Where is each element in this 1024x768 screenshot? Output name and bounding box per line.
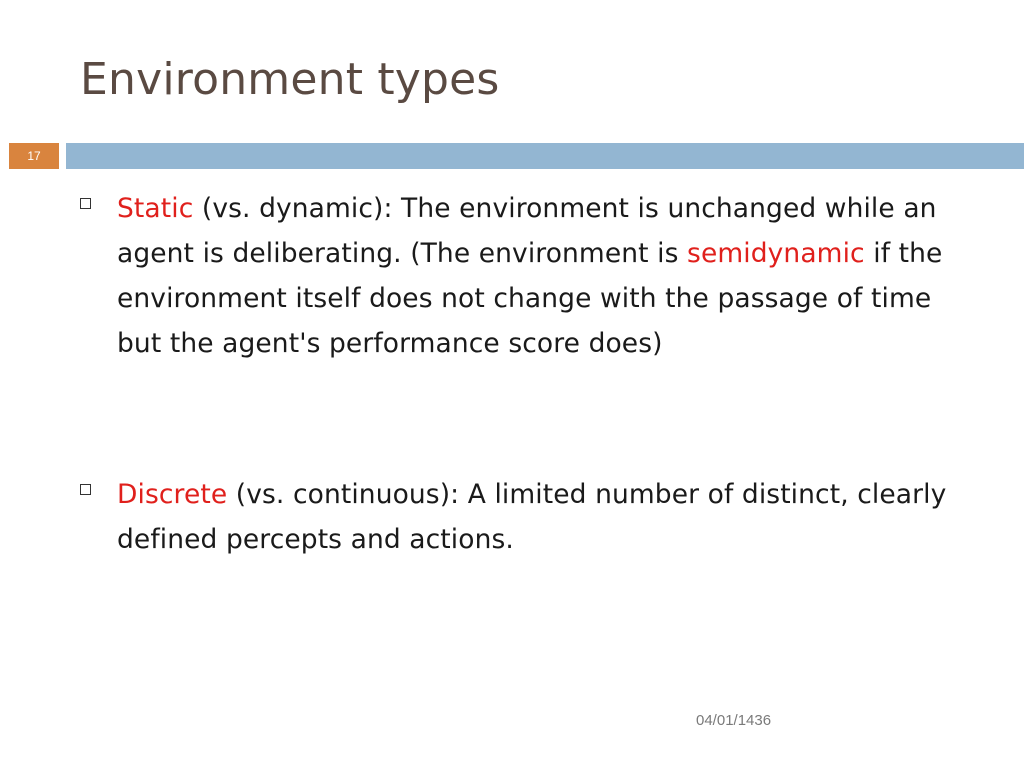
slide-number: 17 <box>27 149 41 163</box>
hollow-square-bullet-icon <box>80 484 91 495</box>
static-description: (vs. dynamic): The environment is unchanged while an agent is deliberating. (The environment is <box>117 193 937 269</box>
slide-date: 04/01/1436 <box>696 712 772 729</box>
discrete-description: (vs. continuous): A limited number of distinct, clearly defined percepts and actions. <box>117 479 947 555</box>
slide-title: Environment types <box>80 54 500 105</box>
semidynamic-description: if the environment itself does not change with the passage of time but the agent's performance score does) <box>117 238 943 359</box>
slide-number-box <box>9 143 59 169</box>
term-static: Static <box>117 193 194 224</box>
bullet-text <box>117 472 977 562</box>
bullet-text <box>117 186 977 366</box>
title-rule-bar <box>66 143 1024 169</box>
term-discrete: Discrete <box>117 479 228 510</box>
hollow-square-bullet-icon <box>80 198 91 209</box>
term-semidynamic: semidynamic <box>687 238 865 269</box>
